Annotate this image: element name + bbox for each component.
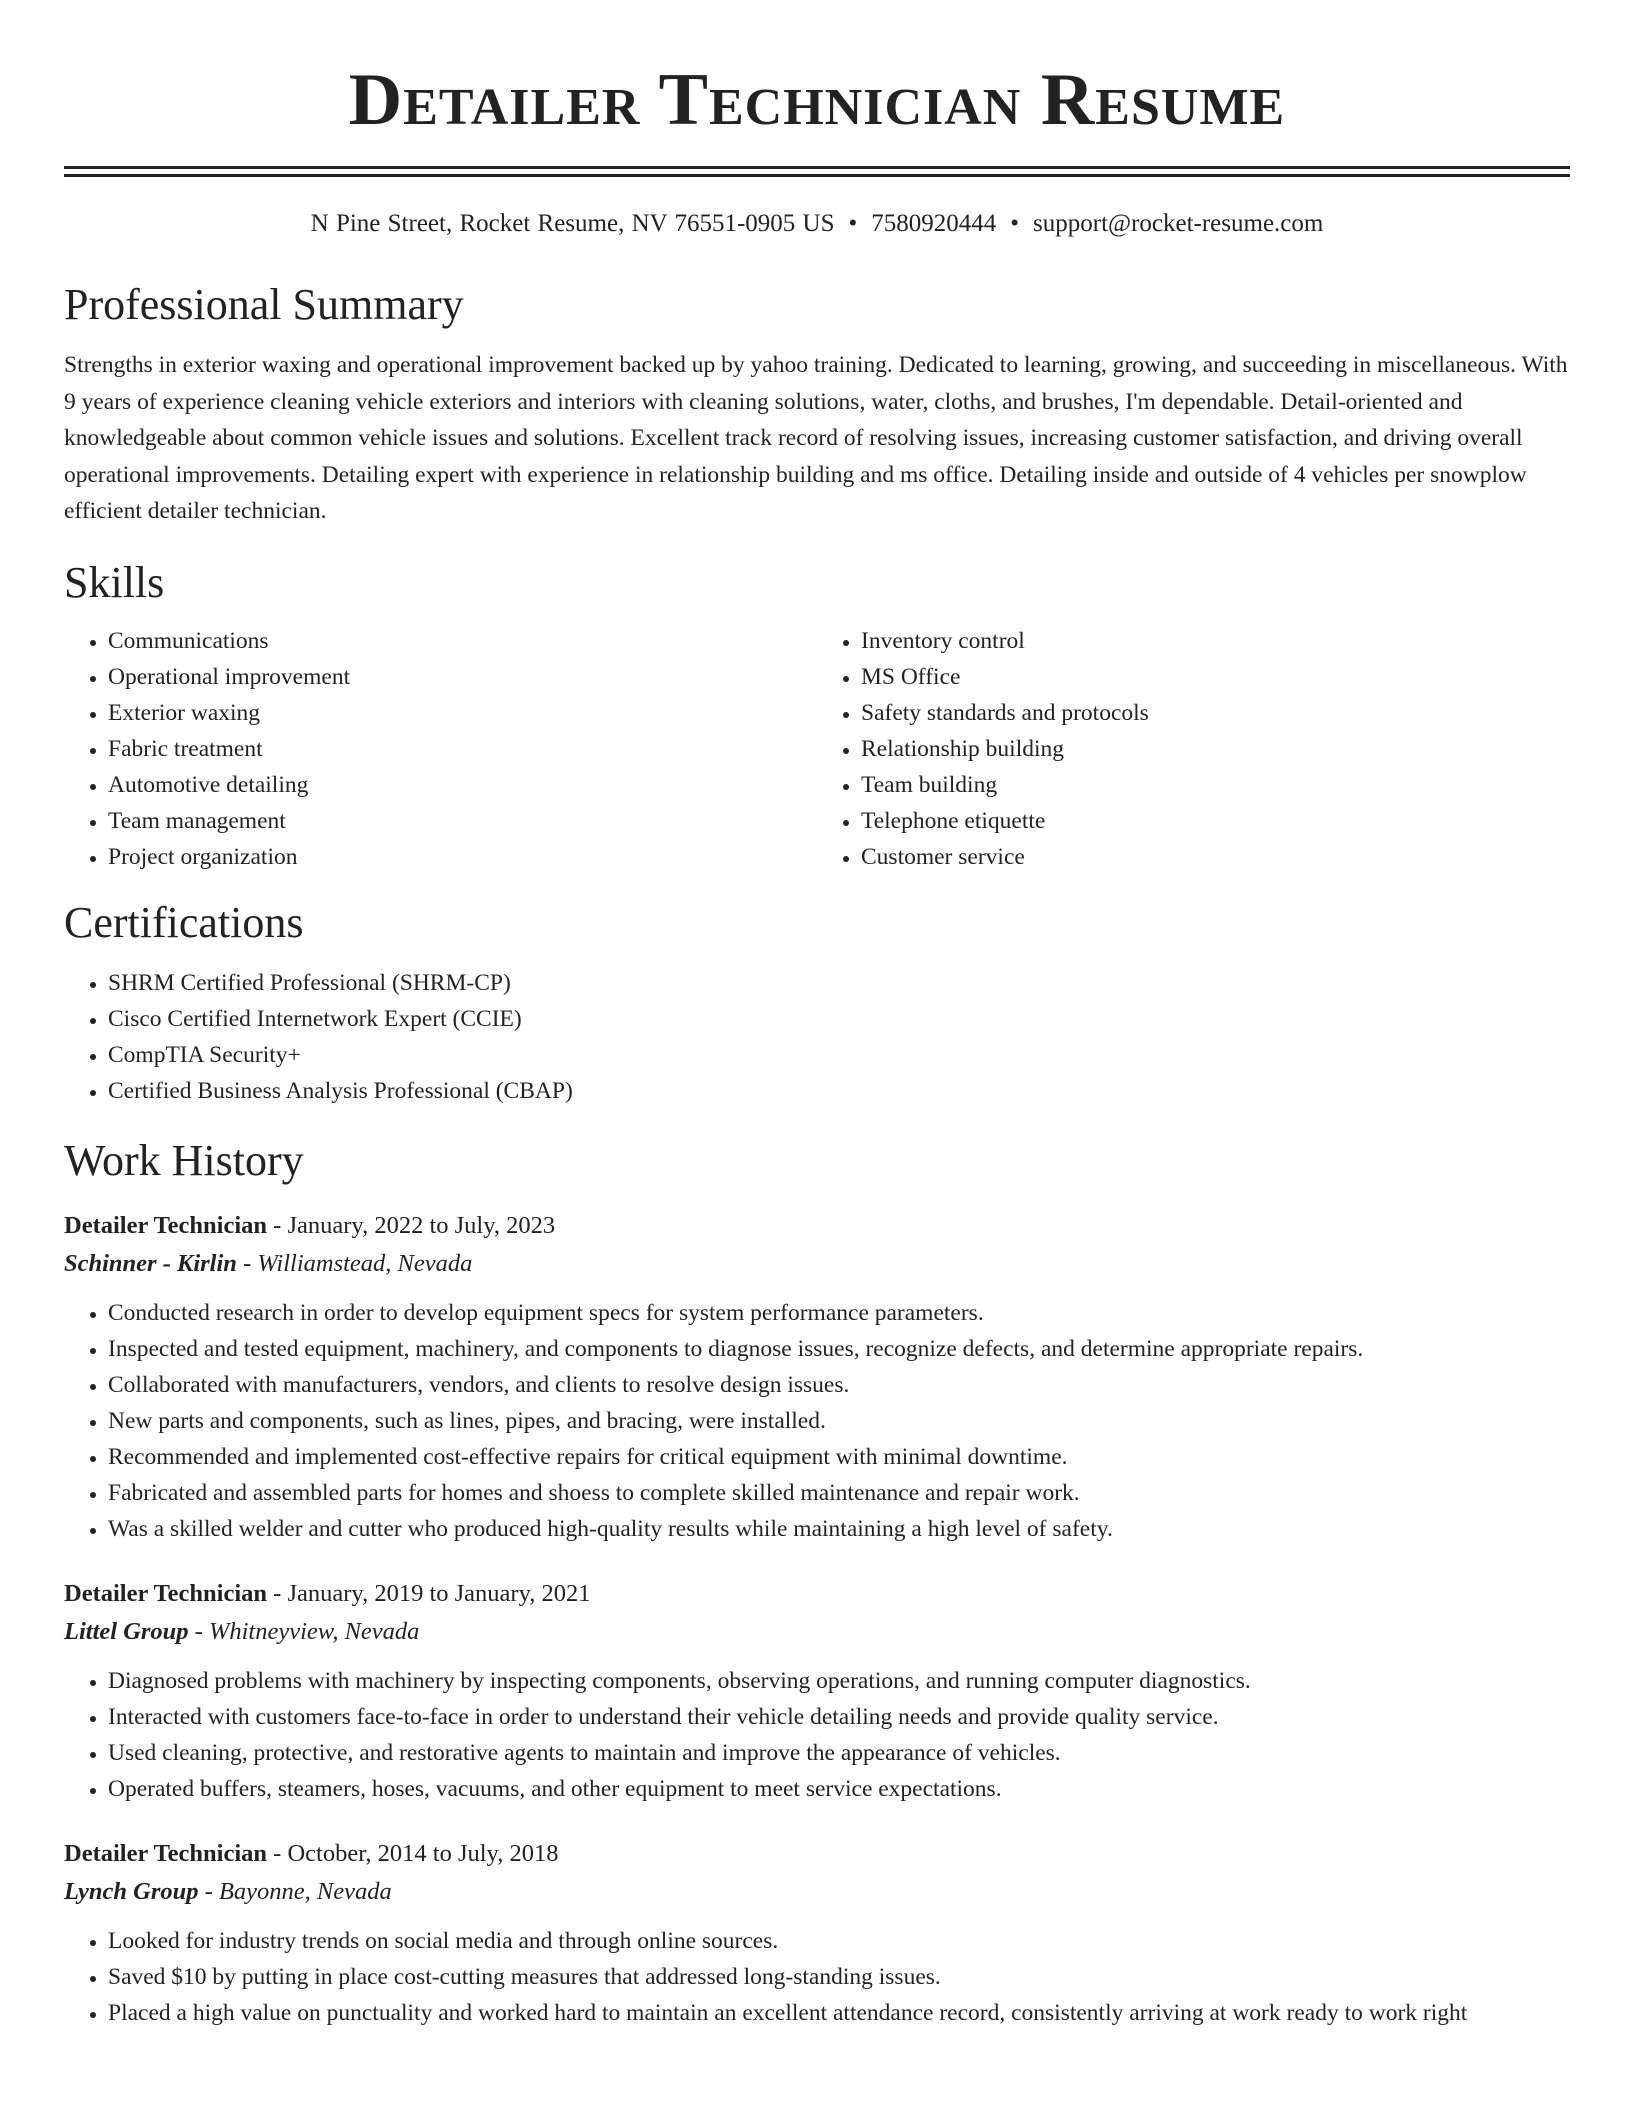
- skill-item: • Exterior waxing: [108, 695, 817, 731]
- job-title-line: Detailer Technician - January, 2019 to January, 2021: [64, 1579, 591, 1607]
- job-duty: • Diagnosed problems with machinery by inspecting components, observing operations, and running computer diagnostics.: [108, 1663, 1570, 1699]
- job-entry: [64, 1207, 1570, 1547]
- job-duty: • Fabricated and assembled parts for homes and shoess to complete skilled maintenance and repair work.: [108, 1475, 1570, 1511]
- skill-item: • Team building: [861, 767, 1570, 803]
- job-company-line: Lynch Group - Bayonne, Nevada: [64, 1877, 392, 1905]
- job-title: Detailer Technician: [64, 1579, 268, 1607]
- certifications-heading: Certifications: [64, 897, 304, 947]
- skill-item: • Customer service: [861, 839, 1570, 875]
- job-duty: • Collaborated with manufacturers, vendors, and clients to resolve design issues.: [108, 1367, 1570, 1403]
- summary-text: Strengths in exterior waxing and operational improvement backed up by yahoo training. Dedicated to learning, growing, and succeeding in miscellaneous. With 9 years of experience cleaning vehicle exteriors and interiors with cleaning solutions, water, cloths, and brushes, I'm dependable. Detail-oriented and knowledgeable about common vehicle issues and solutions. Excellent track record of resolving issues, increasing customer satisfaction, and driving overall operational improvements. Detailing expert with experience in relationship building and ms office. Detailing inside and outside of 4 vehicles per snowplow efficient detailer technician.: [64, 352, 1568, 524]
- title-divider: [64, 166, 1570, 177]
- skill-item: • Inventory control: [861, 623, 1570, 659]
- skill-item: • Project organization: [108, 839, 817, 875]
- skill-item: • Relationship building: [861, 731, 1570, 767]
- resume-page: [64, 0, 1570, 2031]
- skill-item: • Safety standards and protocols: [861, 695, 1570, 731]
- contact-separator: •: [848, 210, 858, 237]
- contact-line: [64, 209, 1570, 239]
- job-duty: • Inspected and tested equipment, machinery, and components to diagnose issues, recognize defects, and determine appropriate repairs.: [108, 1331, 1570, 1367]
- job-duty: • Used cleaning, protective, and restorative agents to maintain and improve the appearance of vehicles.: [108, 1735, 1570, 1771]
- skill-item: • Team management: [108, 803, 817, 839]
- skills-list-right: [817, 623, 1570, 875]
- skill-item: • Communications: [108, 623, 817, 659]
- skills-columns: [64, 623, 1570, 875]
- job-location: Williamstead, Nevada: [257, 1249, 473, 1277]
- contact-email: support@rocket-resume.com: [1033, 210, 1324, 237]
- job-company-line: Littel Group - Whitneyview, Nevada: [64, 1617, 420, 1645]
- job-duty: • Was a skilled welder and cutter who produced high-quality results while maintaining a high level of safety.: [108, 1511, 1570, 1547]
- certification-item: • SHRM Certified Professional (SHRM-CP): [108, 965, 1570, 1001]
- job-duty: • New parts and components, such as lines, pipes, and bracing, were installed.: [108, 1403, 1570, 1439]
- certification-item: • Certified Business Analysis Professional (CBAP): [108, 1073, 1570, 1109]
- contact-separator: •: [1010, 210, 1020, 237]
- job-entry: [64, 1575, 1570, 1807]
- job-duty: • Looked for industry trends on social media and through online sources.: [108, 1923, 1570, 1959]
- job-title-line: Detailer Technician - January, 2022 to July, 2023: [64, 1211, 556, 1239]
- job-duty: • Recommended and implemented cost-effective repairs for critical equipment with minimal downtime.: [108, 1439, 1570, 1475]
- skill-item: • Fabric treatment: [108, 731, 817, 767]
- job-title: Detailer Technician: [64, 1211, 268, 1239]
- skills-list-left: [64, 623, 817, 875]
- job-company: Lynch Group: [64, 1877, 199, 1905]
- skill-item: • MS Office: [861, 659, 1570, 695]
- job-duty: • Operated buffers, steamers, hoses, vacuums, and other equipment to meet service expectations.: [108, 1771, 1570, 1807]
- job-dates: January, 2022 to July, 2023: [287, 1211, 556, 1239]
- job-title-line: Detailer Technician - October, 2014 to July, 2018: [64, 1839, 559, 1867]
- job-entry: [64, 1835, 1570, 2031]
- contact-phone: 7580920444: [871, 210, 997, 237]
- skills-heading: Skills: [64, 557, 165, 607]
- job-company: Littel Group: [64, 1617, 189, 1645]
- job-duties-list: [64, 1295, 1570, 1547]
- certification-item: • CompTIA Security+: [108, 1037, 1570, 1073]
- job-location: Bayonne, Nevada: [218, 1877, 392, 1905]
- summary-heading: Professional Summary: [64, 280, 464, 329]
- job-duty: • Placed a high value on punctuality and worked hard to maintain an excellent attendance record, consistently arriving at work ready to work right: [108, 1995, 1570, 2031]
- skill-item: • Automotive detailing: [108, 767, 817, 803]
- contact-address: N Pine Street, Rocket Resume, NV 76551-0905 US: [310, 210, 835, 237]
- certifications-list: [64, 965, 1570, 1109]
- job-location: Whitneyview, Nevada: [208, 1617, 420, 1645]
- job-title: Detailer Technician: [64, 1839, 268, 1867]
- job-duty: • Saved $10 by putting in place cost-cutting measures that addressed long-standing issues.: [108, 1959, 1570, 1995]
- job-company-line: Schinner - Kirlin - Williamstead, Nevada: [64, 1249, 473, 1277]
- work-history-heading: Work History: [64, 1135, 304, 1185]
- job-dates: January, 2019 to January, 2021: [287, 1579, 591, 1607]
- skill-item: • Telephone etiquette: [861, 803, 1570, 839]
- job-duty: • Interacted with customers face-to-face in order to understand their vehicle detailing needs and provide quality service.: [108, 1699, 1570, 1735]
- job-duties-list: [64, 1663, 1570, 1807]
- certification-item: • Cisco Certified Internetwork Expert (CCIE): [108, 1001, 1570, 1037]
- job-duties-list: [64, 1923, 1570, 2031]
- skill-item: • Operational improvement: [108, 659, 817, 695]
- resume-title: Detailer Technician Resume: [348, 59, 1286, 141]
- job-company: Schinner - Kirlin: [64, 1249, 237, 1277]
- job-duty: • Conducted research in order to develop equipment specs for system performance parameters.: [108, 1295, 1570, 1331]
- job-dates: October, 2014 to July, 2018: [287, 1839, 559, 1867]
